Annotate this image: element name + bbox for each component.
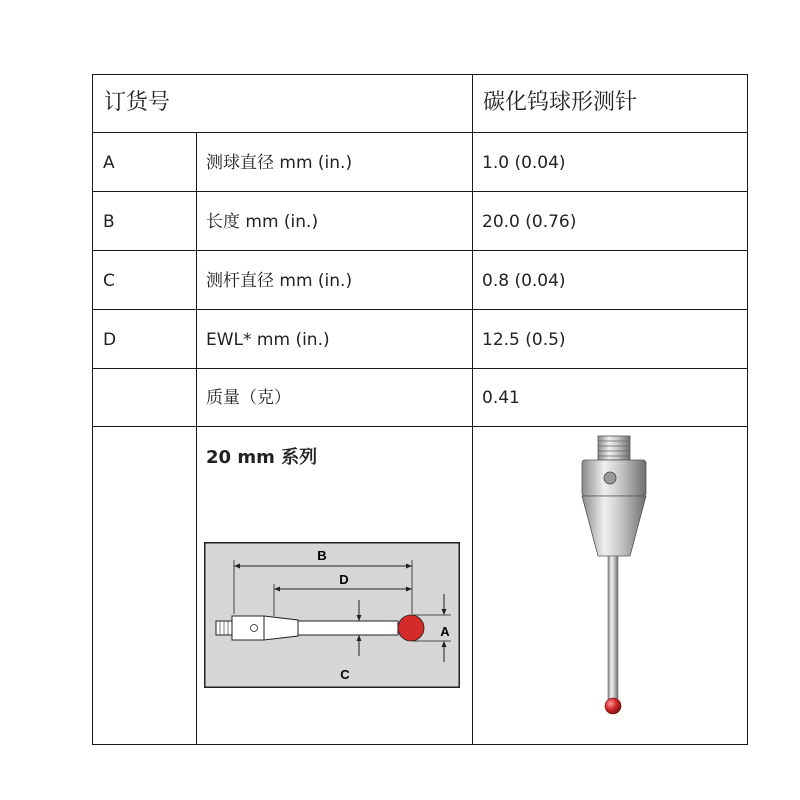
row-d-code: D (103, 330, 117, 350)
table-border (92, 191, 748, 192)
row-a-value: 1.0 (0.04) (482, 153, 566, 173)
row-mass-label: 质量（克） (206, 388, 291, 408)
row-b-label: 长度 mm (in.) (206, 212, 319, 232)
row-c-code: C (103, 271, 115, 291)
row-d-value: 12.5 (0.5) (482, 330, 566, 350)
row-a-label: 测球直径 mm (in.) (206, 153, 353, 173)
dim-c-label: C (340, 667, 350, 682)
stylus-product-image (560, 430, 670, 720)
table-border (92, 744, 748, 745)
row-c-label: 测杆直径 mm (in.) (206, 271, 353, 291)
row-mass-value: 0.41 (482, 388, 520, 408)
series-label: 20 mm 系列 (206, 447, 318, 468)
stylus-dimension-diagram (204, 542, 460, 688)
row-c-value: 0.8 (0.04) (482, 271, 566, 291)
dim-d-label: D (339, 572, 349, 587)
table-border (92, 426, 748, 427)
product-taper (582, 496, 646, 556)
product-stem (608, 556, 618, 702)
diagram-stem (298, 621, 398, 635)
row-b-value: 20.0 (0.76) (482, 212, 577, 232)
table-border (92, 309, 748, 310)
table-border (92, 368, 748, 369)
header-order-number: 订货号 (104, 90, 171, 115)
product-hole (604, 472, 616, 484)
row-b-code: B (103, 212, 115, 232)
table-border (92, 74, 748, 75)
header-product-name: 碳化钨球形测针 (483, 90, 638, 115)
dim-b-label: B (317, 548, 327, 563)
table-border (92, 74, 93, 745)
diagram-ball (398, 615, 424, 641)
table-border (196, 132, 197, 745)
row-a-code: A (103, 153, 115, 173)
table-border (747, 74, 748, 745)
table-border (92, 132, 748, 133)
diagram-taper (264, 616, 298, 640)
table-border (92, 250, 748, 251)
product-ball (605, 698, 621, 714)
table-border (472, 74, 473, 745)
row-d-label: EWL* mm (in.) (206, 330, 330, 350)
dim-a-label: A (440, 624, 450, 639)
diagram-collar (232, 616, 264, 640)
